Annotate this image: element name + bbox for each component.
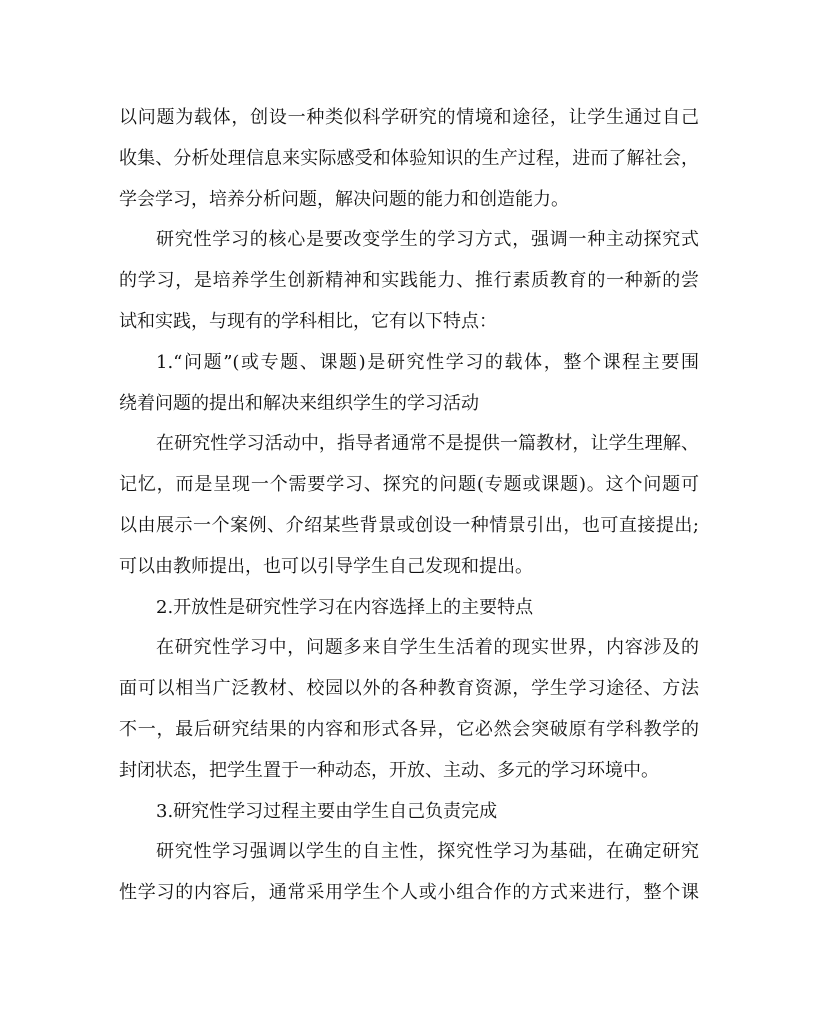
text-line: 封闭状态，把学生置于一种动态，开放、主动、多元的学习环境中。: [119, 759, 659, 781]
text-line: 在研究性学习中，问题多来自学生生活着的现实世界，内容涉及的: [156, 637, 699, 659]
list-heading-line: 2.开放性是研究性学习在内容选择上的主要特点: [156, 596, 534, 618]
list-heading-line: 3.研究性学习过程主要由学生自己负责完成: [156, 800, 498, 822]
text-line: 收集、分析处理信息来实际感受和体验知识的生产过程，进而了解社会，: [119, 147, 699, 169]
text-line: 性学习的内容后，通常采用学生个人或小组合作的方式来进行，整个课: [119, 882, 699, 904]
text-line: 可以由教师提出，也可以引导学生自己发现和提出。: [119, 555, 533, 577]
text-line: 在研究性学习活动中，指导者通常不是提供一篇教材，让学生理解、: [156, 433, 699, 455]
text-line: 以问题为载体，创设一种类似科学研究的情境和途径，让学生通过自己: [119, 107, 699, 128]
list-heading-line: 绕着问题的提出和解决来组织学生的学习活动: [119, 392, 479, 414]
text-line: 试和实践，与现有的学科相比，它有以下特点：: [119, 310, 497, 332]
text-line: 以由展示一个案例、介绍某些背景或创设一种情景引出，也可直接提出;: [119, 514, 699, 536]
text-line: 记忆，而是呈现一个需要学习、探究的问题(专题或课题)。这个问题可: [119, 474, 699, 496]
text-line: 不一，最后研究结果的内容和形式各异，它必然会突破原有学科教学的: [119, 718, 699, 740]
body-text: [119, 98, 699, 914]
text-line: 面可以相当广泛教材、校园以外的各种教育资源，学生学习途径、方法: [119, 678, 699, 700]
text-line: 的学习，是培养学生创新精神和实践能力、推行素质教育的一种新的尝: [119, 270, 699, 292]
text-line: 学会学习，培养分析问题，解决问题的能力和创造能力。: [119, 188, 569, 210]
list-heading-line: 1.“问题”(或专题、课题)是研究性学习的载体，整个课程主要围: [156, 351, 699, 373]
text-line: 研究性学习强调以学生的自主性，探究性学习为基础，在确定研究: [156, 841, 699, 863]
text-line: 研究性学习的核心是要改变学生的学习方式，强调一种主动探究式: [156, 229, 699, 251]
